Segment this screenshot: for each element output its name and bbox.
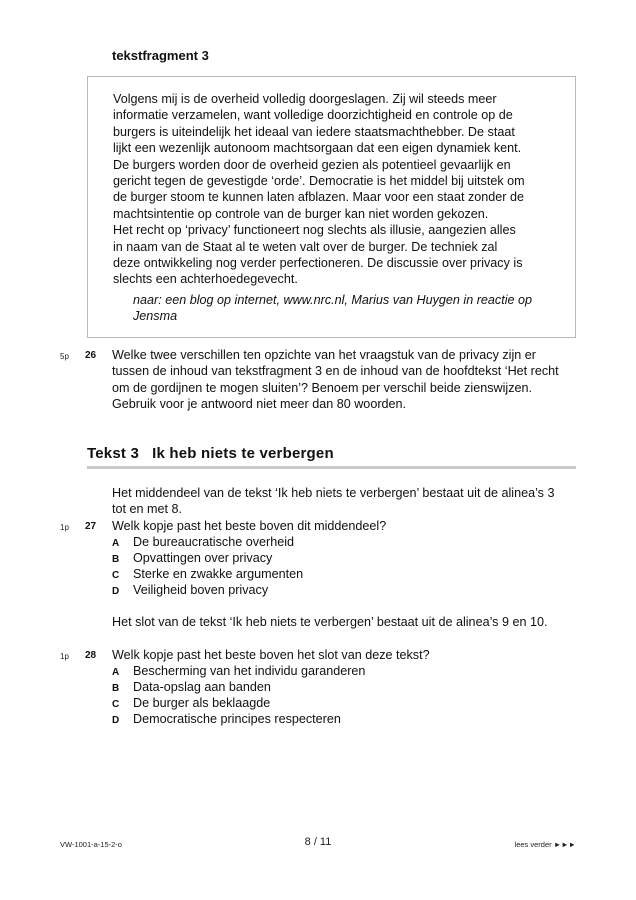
q26-points: 5p (60, 352, 69, 361)
q27-option-a-letter: A (112, 538, 120, 549)
q27-text: Welk kopje past het beste boven dit middendeel? (112, 519, 387, 533)
q28-option-b-letter: B (112, 683, 120, 694)
q27-number: 27 (85, 521, 97, 532)
q27-points: 1p (60, 523, 69, 532)
fragment-body: Volgens mij is de overheid volledig doorgeslagen. Zij wil steeds meer informatie verzamelen, want volledige doorzichtigheid en controle op de burgers is uiteindelijk het ideaal van iedere staatsmachthebber. De staat lijkt een wezenlijk autonoom machtsorgaan dat een eigen dynamiek kent. De burgers worden door de overheid gezien als potentieel gevaarlijk en gericht tegen de gevestigde ‘orde’. Democratie is het middel bij uitstek om de burger stoom te kunnen laten afblazen. Maar voor een staat zonder de machtsintentie op controle van de burger kan niet worden gekozen. Het recht op ‘privacy’ functioneert nog slechts als illusie, aangezien alles in naam van de Staat al te weten valt over de burger. De techniek zal deze ontwikkeling nog verder perfectioneren. De discussie over privacy is slechts een achterhoedegevecht. (113, 92, 525, 287)
section-title: Tekst 3 Ik heb niets te verbergen (87, 445, 334, 462)
q28-option-a-text: Bescherming van het individu garanderen (133, 664, 366, 678)
q28-number: 28 (85, 650, 97, 661)
fragment-box (87, 76, 576, 338)
q28-points: 1p (60, 652, 69, 661)
section-divider (87, 466, 576, 469)
q27-option-d-letter: D (112, 586, 120, 597)
q27-option-b-text: Opvattingen over privacy (133, 551, 273, 565)
q28-option-c-letter: C (112, 699, 120, 710)
q26-text: Welke twee verschillen ten opzichte van het vraagstuk van de privacy zijn er tussen de inhoud van tekstfragment 3 en de inhoud van de hoofdtekst ‘Het recht om de gordijnen te mogen sluiten’? Benoem per verschil beide zienswijzen. Gebruik voor je antwoord niet meer dan 80 woorden. (112, 348, 559, 412)
q28-option-d-letter: D (112, 715, 120, 726)
q27-intro: Het middendeel van de tekst ‘Ik heb niets te verbergen’ bestaat uit de alinea’s 3 tot en met 8. (112, 486, 555, 517)
q28-intro: Het slot van de tekst ‘Ik heb niets te verbergen’ bestaat uit de alinea’s 9 en 10. (112, 615, 548, 629)
q27-option-b-letter: B (112, 554, 120, 565)
q28-option-c-text: De burger als beklaagde (133, 696, 271, 710)
q27-option-c-letter: C (112, 570, 120, 581)
q27-option-d-text: Veiligheid boven privacy (133, 583, 269, 597)
q26-number: 26 (85, 350, 97, 361)
q27-option-a-text: De bureaucratische overheid (133, 535, 295, 549)
q28-option-d-text: Democratische principes respecteren (133, 712, 341, 726)
fragment-title: tekstfragment 3 (112, 48, 209, 63)
q28-text: Welk kopje past het beste boven het slot van deze tekst? (112, 648, 430, 662)
q28-option-b-text: Data-opslag aan banden (133, 680, 271, 694)
footer-next-page: lees verder ►►► (514, 840, 576, 849)
q27-option-c-text: Sterke en zwakke argumenten (133, 567, 304, 581)
footer-exam-code: VW-1001-a-15-2-o (60, 840, 122, 849)
fragment-source: naar: een blog op internet, www.nrc.nl, Marius van Huygen in reactie op Jensma (133, 293, 533, 324)
page-number: 8 / 11 (304, 836, 332, 848)
q28-option-a-letter: A (112, 667, 120, 678)
